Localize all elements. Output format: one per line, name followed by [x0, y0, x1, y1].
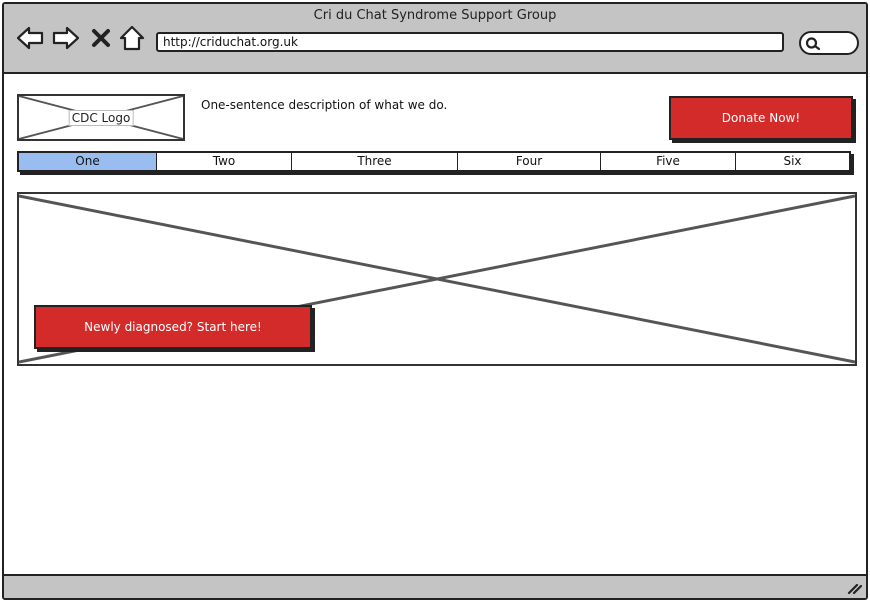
logo-label: CDC Logo — [69, 110, 134, 126]
browser-toolbar — [4, 4, 866, 74]
tagline: One-sentence description of what we do. — [201, 98, 448, 112]
address-bar[interactable]: http://criduchat.org.uk — [156, 32, 784, 52]
donate-button[interactable]: Donate Now! — [669, 96, 853, 140]
tab-four[interactable]: Four — [458, 153, 601, 170]
window-title: Cri du Chat Syndrome Support Group — [313, 8, 557, 23]
forward-arrow-icon[interactable] — [52, 24, 80, 52]
newly-diagnosed-button[interactable]: Newly diagnosed? Start here! — [34, 305, 312, 349]
status-bar — [4, 574, 866, 598]
tab-one[interactable]: One — [19, 153, 157, 170]
home-icon[interactable] — [118, 24, 146, 52]
tab-five[interactable]: Five — [601, 153, 736, 170]
browser-window — [2, 2, 868, 600]
tab-six[interactable]: Six — [783, 154, 802, 168]
stop-icon[interactable] — [90, 24, 112, 52]
logo-placeholder[interactable] — [17, 94, 185, 141]
tab-bar — [17, 151, 851, 172]
search-icon — [805, 36, 821, 52]
search-button[interactable] — [799, 31, 859, 55]
tab-two[interactable]: Two — [157, 153, 292, 170]
tab-three[interactable]: Three — [292, 153, 458, 170]
resize-grip-icon[interactable] — [846, 579, 862, 595]
back-arrow-icon[interactable] — [16, 24, 44, 52]
